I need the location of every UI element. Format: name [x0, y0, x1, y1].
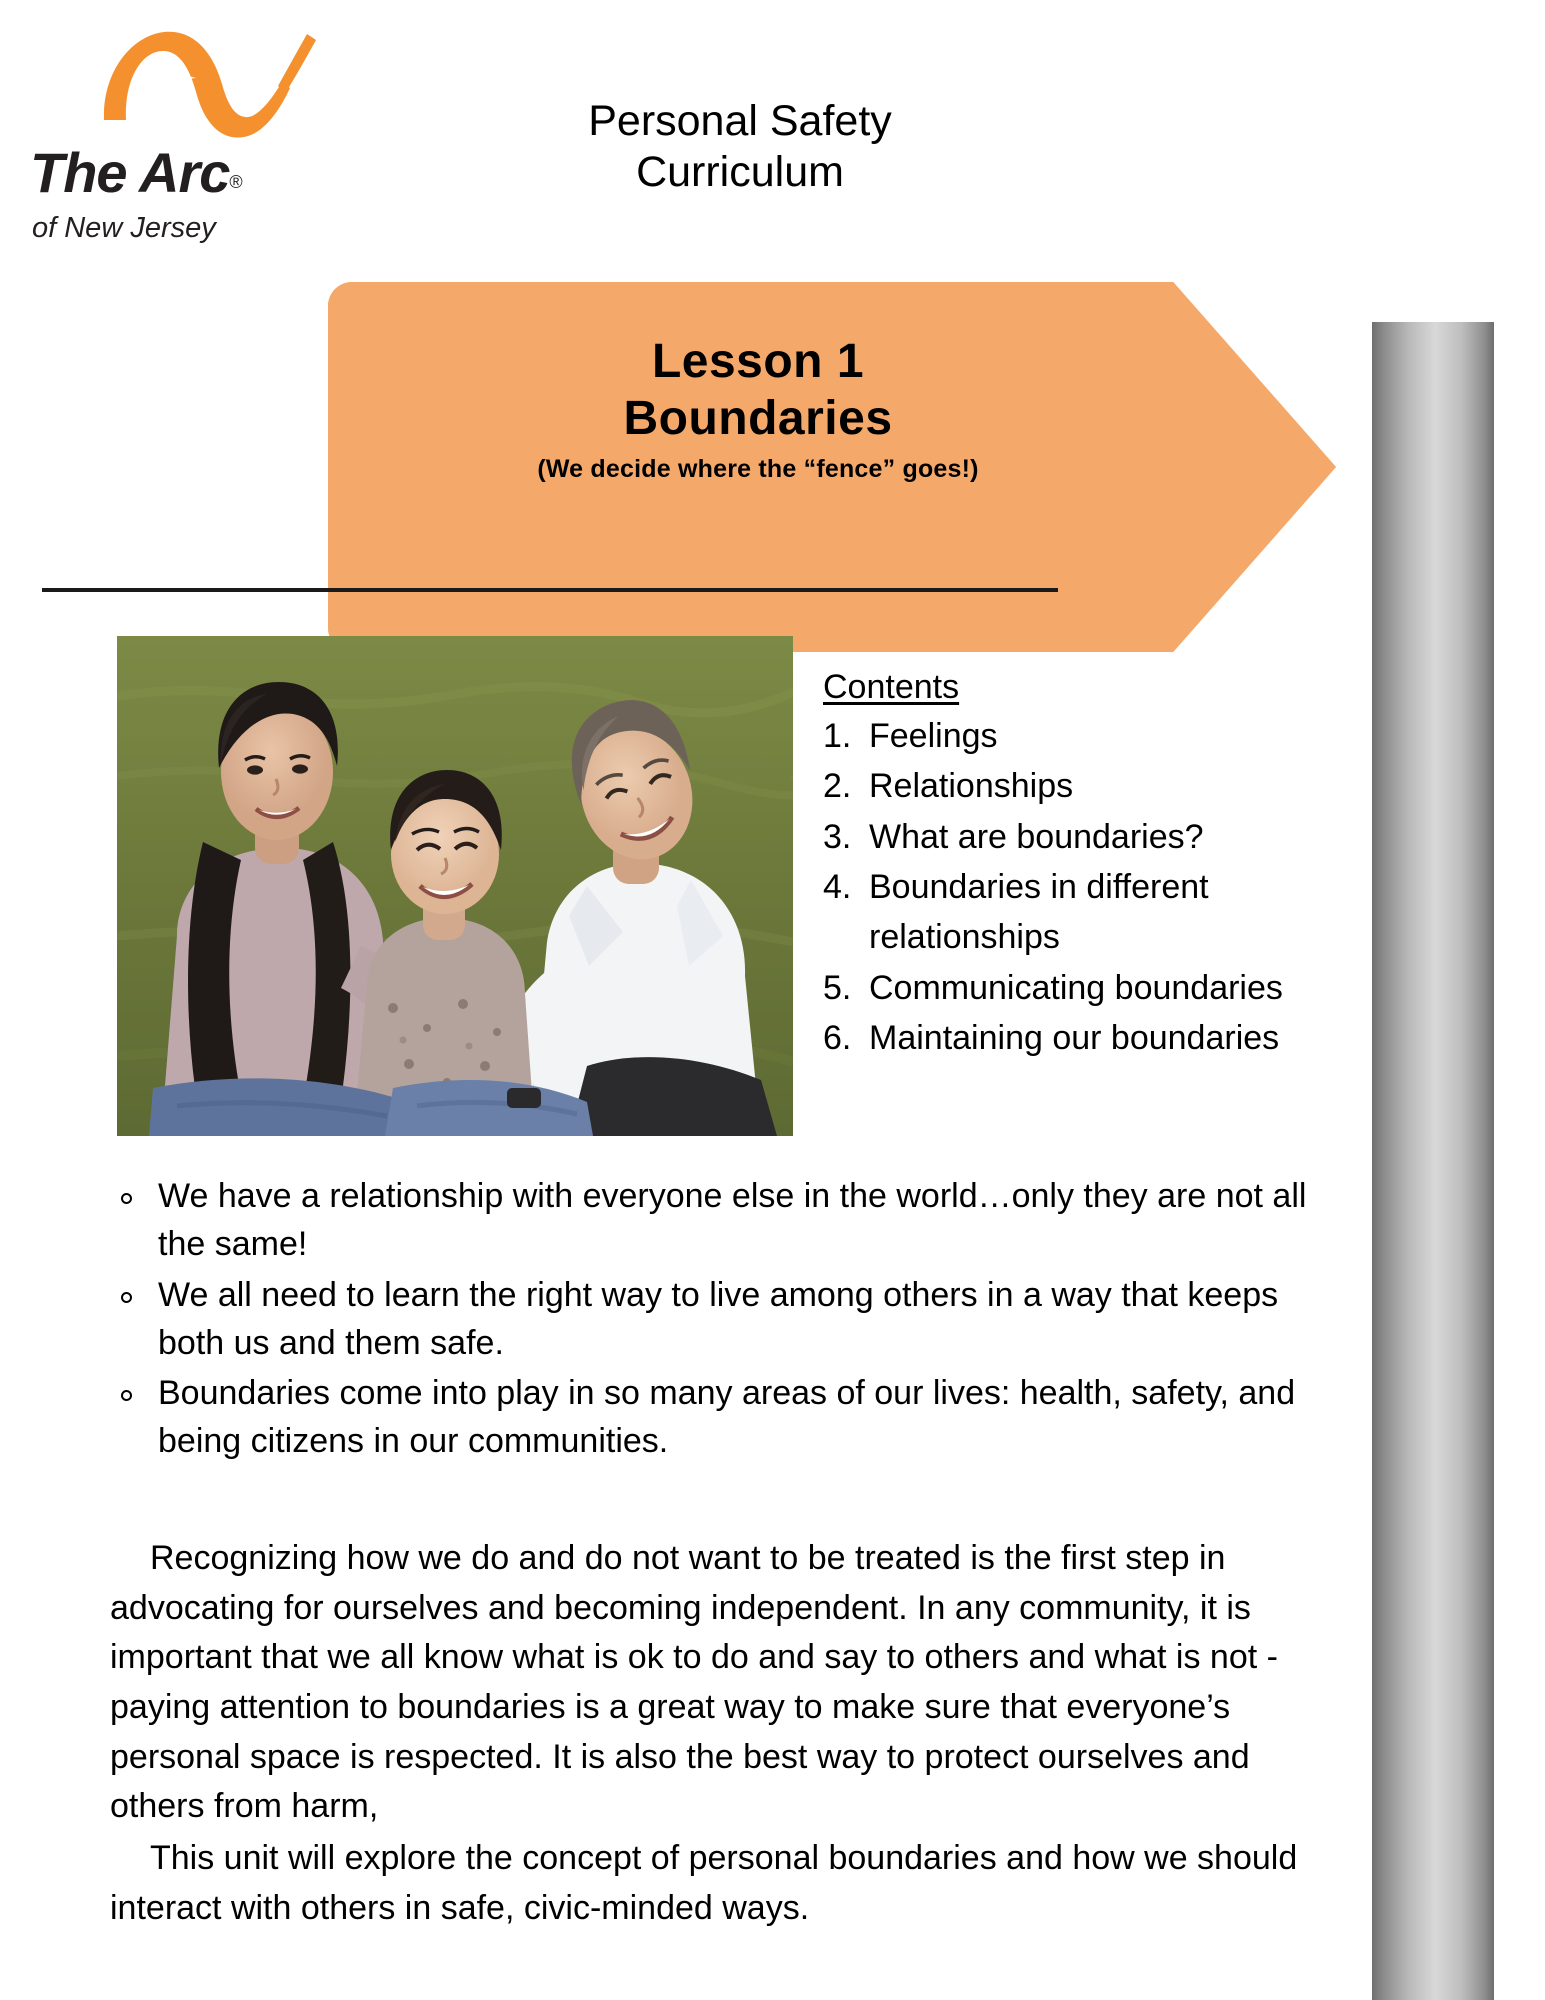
- lesson-banner: [328, 282, 1336, 652]
- lesson-banner-text: [348, 334, 1168, 489]
- family-photo: [117, 636, 793, 1136]
- contents-item-number: 5.: [823, 968, 852, 1007]
- the-arc-logo: [24, 22, 334, 252]
- contents-item-label: What are boundaries?: [869, 817, 1204, 856]
- contents-item-6: [823, 1013, 1343, 1063]
- body-paragraph-2: This unit will explore the concept of personal boundaries and how we should interact with others in safe, civic-minded ways.: [110, 1839, 1298, 1927]
- lesson-number-label: Lesson 1: [651, 335, 865, 388]
- page-title-line-1: Personal Safety: [588, 97, 892, 145]
- logo-chapter-name: of New Jersey: [32, 212, 216, 244]
- list-item: Boundaries come into play in so many areas of our lives: health, safety, and being citizens in our communities.: [110, 1369, 1350, 1466]
- body-paragraph-1: Recognizing how we do and do not want to be treated is the first step in advocating for ourselves and becoming independent. In any community, it is important that we all know what is ok to do and say to others and what is not - paying attention to boundaries is a great way to make sure that everyone’s personal space is respected. It is also the best way to protect ourselves and others from harm,: [110, 1539, 1278, 1826]
- page-title: [420, 96, 1060, 197]
- contents-item-3: [823, 812, 1343, 862]
- page-gutter-bar: [1372, 322, 1494, 2000]
- registered-trademark-icon: ®: [229, 172, 242, 192]
- page-title-line-2: Curriculum: [636, 147, 844, 196]
- contents-item-1: [823, 711, 1343, 761]
- logo-wordmark: The Arc®: [30, 141, 242, 204]
- contents-list: [823, 711, 1343, 1063]
- contents-item-number: 1.: [823, 717, 852, 755]
- list-item: We have a relationship with everyone else in the world…only they are not all the same!: [110, 1172, 1350, 1269]
- lesson-subtitle-label: (We decide where the “fence” goes!): [537, 455, 979, 484]
- lesson-title-label: Boundaries: [623, 391, 893, 445]
- contents-item-number: 4.: [823, 867, 852, 906]
- contents-item-label: Boundaries in different relationships: [869, 867, 1209, 957]
- key-points-list: [110, 1172, 1350, 1468]
- contents-block: [823, 668, 1343, 1063]
- contents-item-label: Maintaining our boundaries: [869, 1018, 1280, 1057]
- contents-item-5: [823, 963, 1343, 1013]
- section-divider: [42, 588, 1058, 592]
- contents-heading: Contents: [823, 668, 960, 706]
- contents-item-label: Relationships: [869, 767, 1074, 806]
- contents-item-number: 2.: [823, 767, 852, 806]
- contents-item-number: 3.: [823, 817, 852, 856]
- contents-item-number: 6.: [823, 1018, 852, 1057]
- contents-item-label: Feelings: [869, 717, 998, 755]
- list-item: We all need to learn the right way to live among others in a way that keeps both us and them safe.: [110, 1271, 1350, 1368]
- contents-item-4: [823, 862, 1343, 963]
- contents-item-label: Communicating boundaries: [869, 968, 1283, 1007]
- contents-item-2: [823, 761, 1343, 811]
